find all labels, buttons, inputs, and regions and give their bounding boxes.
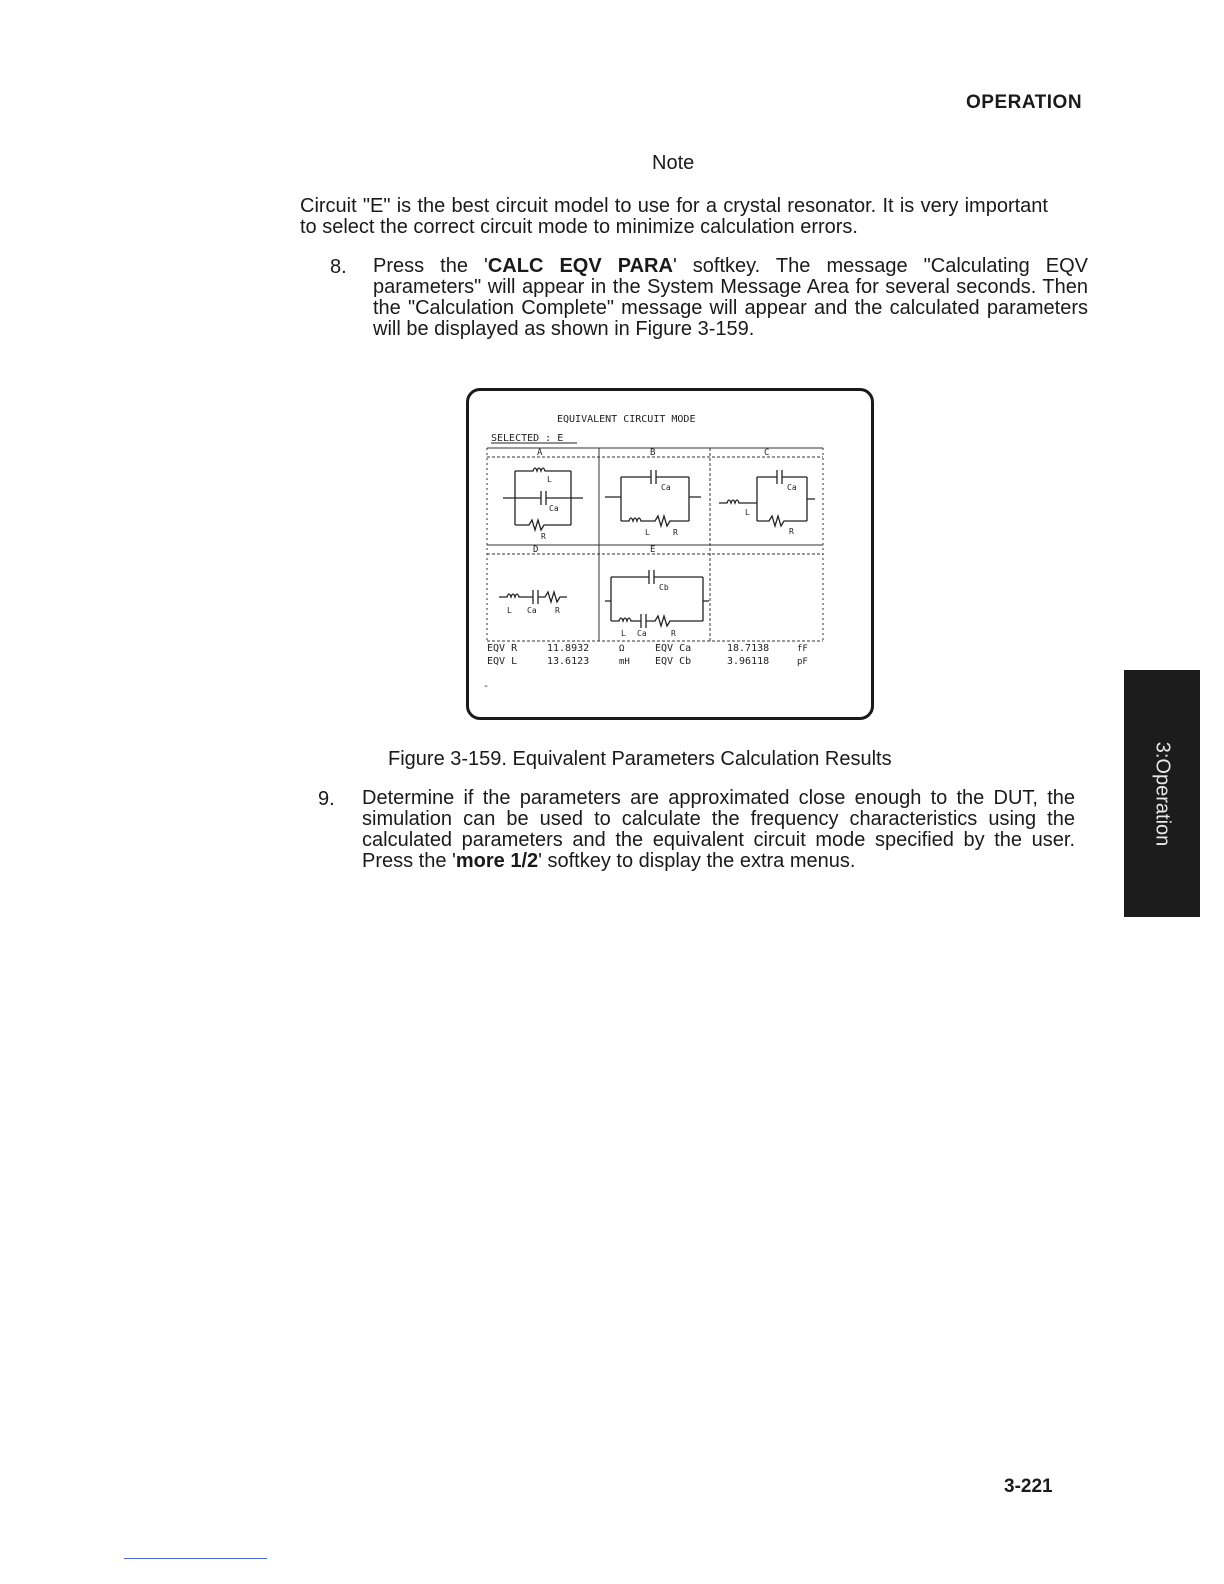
equivalent-circuit-display: [469, 391, 871, 717]
result-value: 13.6123: [547, 656, 590, 667]
figure-caption: Figure 3-159. Equivalent Parameters Calculation Results: [388, 748, 892, 770]
input-cursor: -: [483, 681, 490, 692]
chapter-tab: [1124, 670, 1200, 917]
label-l: L: [621, 629, 626, 638]
circuit-label-e: E: [650, 545, 656, 555]
result-unit: fF: [797, 644, 808, 654]
step-9-text: [362, 788, 1075, 872]
softkey-calc-eqv-para: CALC EQV PARA: [487, 255, 673, 277]
circuit-label-b: B: [650, 448, 656, 458]
label-ca: Ca: [661, 483, 671, 492]
circuit-d-schematic: [499, 590, 567, 604]
circuit-label-c: C: [764, 448, 770, 458]
result-unit: Ω: [619, 644, 625, 654]
label-l: L: [645, 528, 650, 537]
step-number: 9.: [318, 788, 335, 810]
figure-screen: [466, 388, 874, 720]
label-ca: Ca: [787, 483, 797, 492]
step-text-pre: Press the ': [373, 255, 488, 277]
label-l: L: [507, 606, 512, 615]
softkey-more: more 1/2: [455, 850, 539, 872]
step-text-post: ' softkey. The message "Calculating EQV parameters" will appear in the System Message Area for several seconds. Then the "Calculation Complete" message will appear and the calculated parameters will be displayed as shown in Figure 3-159.: [373, 255, 1088, 340]
label-l: L: [547, 475, 552, 484]
label-cb: Cb: [659, 583, 669, 592]
results-table: [487, 643, 808, 667]
note-title: Note: [652, 152, 695, 174]
circuit-a-schematic: [503, 468, 583, 530]
label-r: R: [673, 528, 678, 537]
result-value: 3.96118: [727, 656, 770, 667]
result-unit: mH: [619, 657, 630, 667]
circuit-label-a: A: [537, 448, 543, 458]
result-label: EQV Cb: [655, 656, 692, 667]
label-r: R: [541, 532, 546, 541]
label-r: R: [789, 527, 794, 536]
bottom-rule: [124, 1558, 267, 1559]
circuit-c-schematic: [719, 470, 815, 526]
label-ca: Ca: [527, 606, 537, 615]
page-number: 3-221: [1004, 1476, 1053, 1497]
label-ca: Ca: [549, 504, 559, 513]
note-body: Circuit "E" is the best circuit model to use for a crystal resonator. It is very important to select the correct circuit mode to minimize calculation errors.: [300, 195, 1048, 238]
selected-mode: SELECTED : E: [491, 433, 564, 444]
step-number: 8.: [330, 256, 347, 278]
section-header: OPERATION: [966, 92, 1083, 113]
chapter-tab-label: 3:Operation: [1151, 741, 1174, 846]
label-ca: Ca: [637, 629, 647, 638]
circuit-b-schematic: [605, 470, 701, 526]
result-label: EQV Ca: [655, 643, 692, 654]
step-text-post: ' softkey to display the extra menus.: [538, 850, 856, 872]
result-label: EQV R: [487, 643, 518, 654]
result-value: 18.7138: [727, 643, 770, 654]
label-r: R: [555, 606, 560, 615]
result-label: EQV L: [487, 656, 518, 667]
circuit-label-d: D: [533, 545, 539, 555]
step-8-text: [373, 256, 1088, 340]
screen-title: EQUIVALENT CIRCUIT MODE: [557, 414, 696, 425]
step-text-pre: Determine if the parameters are approximated close enough to the DUT, the simulation can be used to calculate the frequency characteristics using the calculated parameters and the equivalent circuit mode specified by the user. Press the ': [362, 787, 1075, 872]
result-unit: pF: [797, 657, 808, 667]
circuit-e-schematic: [605, 570, 709, 628]
label-r: R: [671, 629, 676, 638]
label-l: L: [745, 508, 750, 517]
result-value: 11.8932: [547, 643, 590, 654]
